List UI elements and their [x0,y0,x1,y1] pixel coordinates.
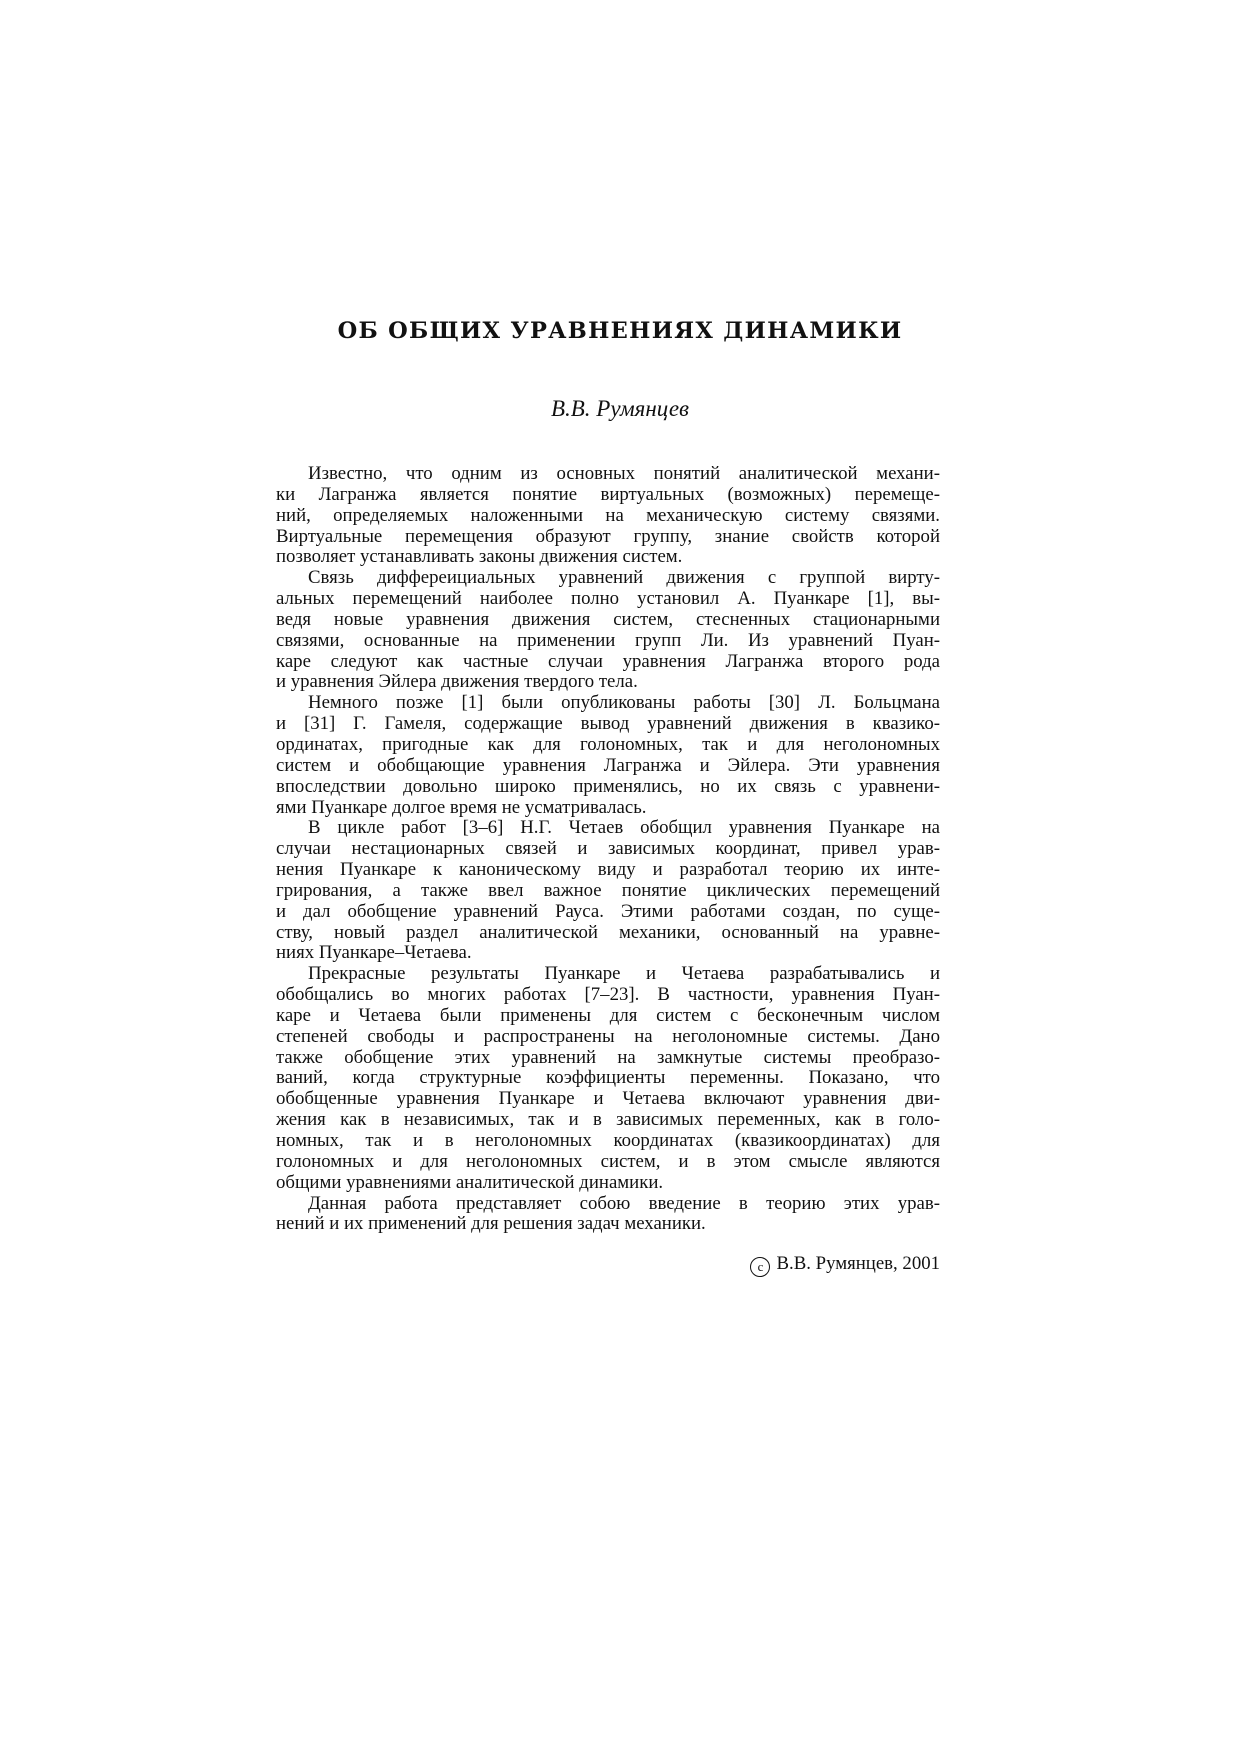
text-line: Связь диффереициальных уравнений движения с группой вирту- [308,567,940,589]
paragraph [276,818,940,964]
text-line: ству, новый раздел аналитической механики, основанный на уравне- [276,921,940,943]
abstract-body [276,464,940,1235]
text-line: позволяет устанавливать законы движения систем. [276,546,683,568]
text-line: ний, определяемых наложенными на механическую систему связями. [276,504,940,526]
text-line: ями Пуанкаре долгое время не усматривалась. [276,796,647,818]
paragraph [276,964,940,1193]
text-line: Известно, что одним из основных понятий аналитической механи- [308,463,940,484]
text-line: каре следуют как частные случаи уравнения Лагранжа второго рода [276,650,940,672]
text-line: и [31] Г. Гамеля, содержащие вывод уравнений движения в квазико- [276,713,940,735]
text-line: общими уравнениями аналитической динамики. [276,1171,664,1193]
text-line: нений и их применений для решения задач механики. [276,1213,706,1235]
text-line: обобщенные уравнения Пуанкаре и Четаева включают уравнения дви- [276,1088,940,1110]
text-line: также обобщение этих уравнений на замкнутые системы преобразо- [276,1046,940,1068]
text-line: Данная работа представляет собою введение в теорию этих урав- [308,1192,940,1214]
paragraph [276,1194,940,1236]
text-line: нения Пуанкаре к каноническому виду и разработал теорию их инте- [276,859,940,881]
paper-title: ОБ ОБЩИХ УРАВНЕНИЯХ ДИНАМИКИ [337,318,903,344]
text-line: грирования, а также ввел важное понятие циклических перемещений [276,879,940,901]
text-line: ниях Пуанкаре–Четаева. [276,942,472,964]
text-line: и дал обобщение уравнений Рауса. Этими работами создан, по суще- [276,900,940,922]
text-line: ваний, когда структурные коэффициенты переменны. Показано, что [276,1067,940,1089]
text-line: обобщались во многих работах [7–23]. В частности, уравнения Пуан- [276,984,940,1006]
text-line: номных, так и в неголономных координатах (квазикоординатах) для [276,1130,940,1151]
text-line: альных перемещений наиболее полно установил А. Пуанкаре [1], вы- [276,588,940,610]
text-line: В цикле работ [3–6] Н.Г. Четаев обобщил уравнения Пуанкаре на [308,817,940,839]
copyright-icon: c [750,1257,770,1277]
author-name: В.В. Румянцев [550,396,690,421]
text-line: Виртуальные перемещения образуют группу, знание свойств которой [276,525,940,547]
copyright-notice [276,1253,940,1277]
text-line: каре и Четаева были применены для систем с бесконечным числом [276,1004,940,1026]
text-line: связями, основанные на применении групп Ли. Из уравнений Пуан- [276,629,940,651]
text-line: голономных и для неголономных систем, и в этом смысле являются [276,1150,940,1172]
text-line: ведя новые уравнения движения систем, стесненных стационарными [276,608,940,630]
text-line: жения как в независимых, так и в зависимых переменных, как в голо- [276,1109,940,1131]
text-line: случаи нестационарных связей и зависимых координат, привел урав- [276,838,940,860]
text-line: систем и обобщающие уравнения Лагранжа и Эйлера. Эти уравнения [276,754,940,776]
text-line: степеней свободы и распространены на неголономные системы. Дано [276,1025,940,1047]
paragraph [276,568,940,693]
text-line: Немного позже [1] были опубликованы работы [30] Л. Больцмана [308,692,940,714]
paragraph [276,693,940,818]
text-line: ки Лагранжа является понятие виртуальных (возможных) перемеще- [276,483,940,505]
text-line: Прекрасные результаты Пуанкаре и Четаева разрабатывались и [308,963,940,985]
text-line: впоследствии довольно широко применялись, но их связь с уравнени- [276,775,940,797]
copyright-text: В.В. Румянцев, 2001 [776,1253,940,1274]
text-line: и уравнения Эйлера движения твердого тела. [276,671,638,693]
text-line: ординатах, пригодные как для голономных, так и для неголономных [276,733,940,755]
paragraph [276,464,940,568]
